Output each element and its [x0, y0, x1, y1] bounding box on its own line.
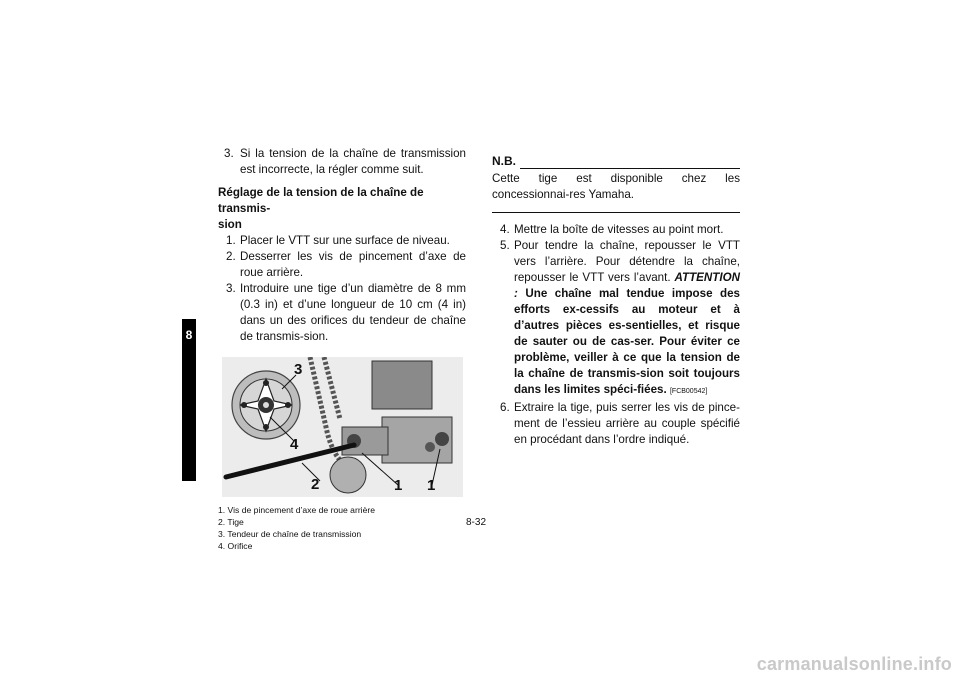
attention-text: Une chaîne mal tendue impose des efforts ex-cessifs au moteur et à d’autres pièces es-sentielles, et risque de sauter ou de cas-ser. Pour éviter ce problème, veiller à ce que la tension de la chaîne de transmis-sion soit toujours dans les limites spéci-fiées.	[514, 287, 740, 396]
page-number: 8-32	[466, 517, 487, 528]
step-number: 6.	[500, 401, 510, 414]
note-text: Cette tige est disponible chez les concessionnai-res Yamaha.	[492, 171, 740, 213]
attention-label: ATTENTION :	[514, 271, 740, 300]
list-item-step-6	[492, 400, 740, 448]
note-rule	[520, 160, 740, 169]
step-number: 3.	[226, 282, 236, 295]
illustration-drawing	[222, 357, 463, 497]
list-item-step-2	[218, 249, 466, 281]
callout-4: 4	[290, 436, 299, 453]
list-item-step-3	[218, 281, 466, 345]
step-text: Si la tension de la chaîne de transmission est incorrecte, la régler comme suit.	[240, 147, 466, 176]
caption-item: 3. Tendeur de chaîne de transmission	[218, 529, 362, 539]
step-number: 3.	[224, 147, 234, 160]
section-heading	[218, 185, 466, 233]
callout-2: 2	[311, 476, 320, 493]
section-heading-line-2: sion	[218, 218, 242, 231]
step-number: 4.	[500, 223, 510, 236]
step-text: Pour tendre la chaîne, repousser le VTT vers l’arrière. Pour détendre la chaîne, repousser le VTT vers l’avant.	[514, 239, 740, 284]
list-item-step-3-prev	[218, 146, 466, 178]
right-column	[492, 153, 740, 448]
step-number: 2.	[226, 250, 236, 263]
left-column	[218, 146, 466, 552]
step-text: Mettre la boîte de vitesses au point mort.	[514, 223, 724, 236]
figure-captions	[218, 504, 466, 552]
note-label: N.B.	[492, 154, 516, 168]
callout-3: 3	[294, 361, 303, 378]
list-item-step-4	[492, 222, 740, 238]
note-heading	[492, 153, 740, 169]
step-text: Extraire la tige, puis serrer les vis de pince-ment de l’essieu arrière au couple spécifié en procédant dans l’ordre indiqué.	[514, 401, 740, 446]
chain-adjustment-illustration	[222, 357, 463, 497]
step-text: Placer le VTT sur une surface de niveau.	[240, 234, 450, 247]
caption-item: 2. Tige	[218, 517, 244, 527]
step-number: 5.	[500, 239, 510, 252]
list-item-step-1	[218, 233, 466, 249]
steps-list	[492, 222, 740, 448]
section-tab	[182, 319, 196, 481]
watermark: carmanualsonline.info	[756, 654, 952, 674]
caption-item: 4. Orifice	[218, 541, 253, 551]
callout-1-a: 1	[394, 477, 403, 494]
step-text: Introduire une tige d’un diamètre de 8 mm (0.3 in) et d’une longueur de 10 cm (4 in) dans un des orifices du tendeur de chaîne de transmis-sion.	[240, 282, 466, 343]
list-item-step-5	[492, 238, 740, 400]
reference-code: [FCB00542]	[669, 388, 708, 395]
callout-1-b: 1	[427, 477, 436, 494]
step-number: 1.	[226, 234, 236, 247]
caption-item: 1. Vis de pincement d’axe de roue arrière	[218, 505, 376, 515]
step-text-block	[514, 238, 740, 400]
step-text: Desserrer les vis de pincement d’axe de roue arrière.	[240, 250, 466, 279]
section-tab-number: 8	[185, 328, 193, 342]
section-heading-line-1: Réglage de la tension de la chaîne de transmis-	[218, 186, 424, 215]
